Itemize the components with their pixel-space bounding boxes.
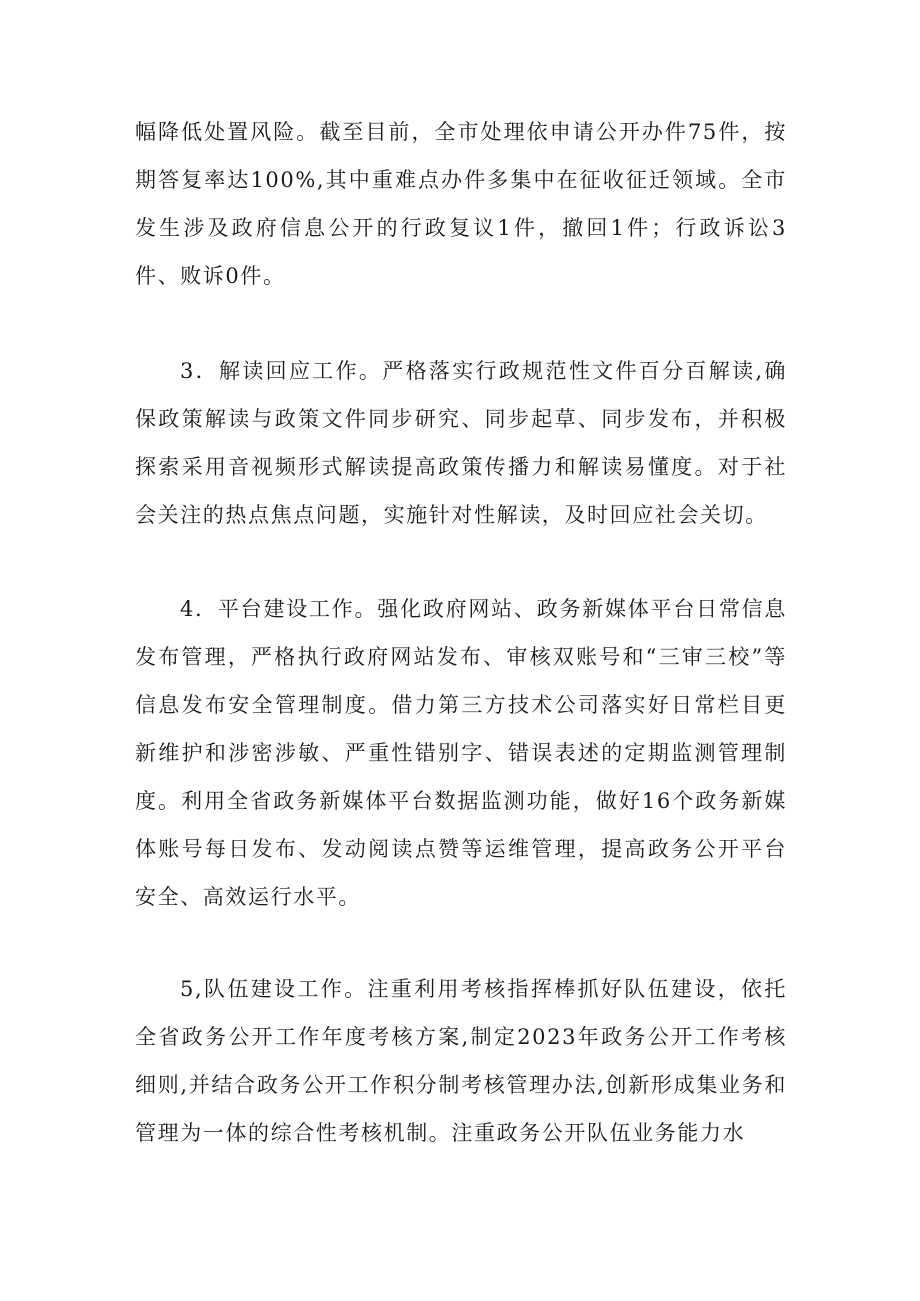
paragraph-team-building: 5,队伍建设工作。注重利用考核指挥棒抓好队伍建设，依托全省政务公开工作年度考核方案,制定2023年政务公开工作考核细则,并结合政务公开工作积分制考核管理办法,创新形成集业务和管理为一体的综合性考核机制。注重政务公开队伍业务能力水 <box>135 977 787 1145</box>
paragraph-interpretation-response: 3．解读回应工作。严格落实行政规范性文件百分百解读,确保政策解读与政策文件同步研究、同步起草、同步发布，并积极探索采用音视频形式解读提高政策传播力和解读易懂度。对于社会关注的热点焦点问题，实施针对性解读，及时回应社会关切。 <box>135 359 787 527</box>
paragraph-platform-construction: 4．平台建设工作。强化政府网站、政务新媒体平台日常信息发布管理，严格执行政府网站发布、审核双账号和“三审三校”等信息发布安全管理制度。借力第三方技术公司落实好日常栏目更新维护和涉密涉敏、严重性错别字、错误表述的定期监测管理制度。利用全省政务新媒体平台数据监测功能，做好16个政务新媒体账号每日发布、发动阅读点赞等运维管理，提高政务公开平台安全、高效运行水平。 <box>135 597 787 909</box>
paragraph-disclosure-cases: 幅降低处置风险。截至目前，全市处理依申请公开办件75件，按期答复率达100%,其中重难点办件多集中在征收征迁领域。全市发生涉及政府信息公开的行政复议1件，撤回1件；行政诉讼3件、败诉0件。 <box>135 120 787 288</box>
